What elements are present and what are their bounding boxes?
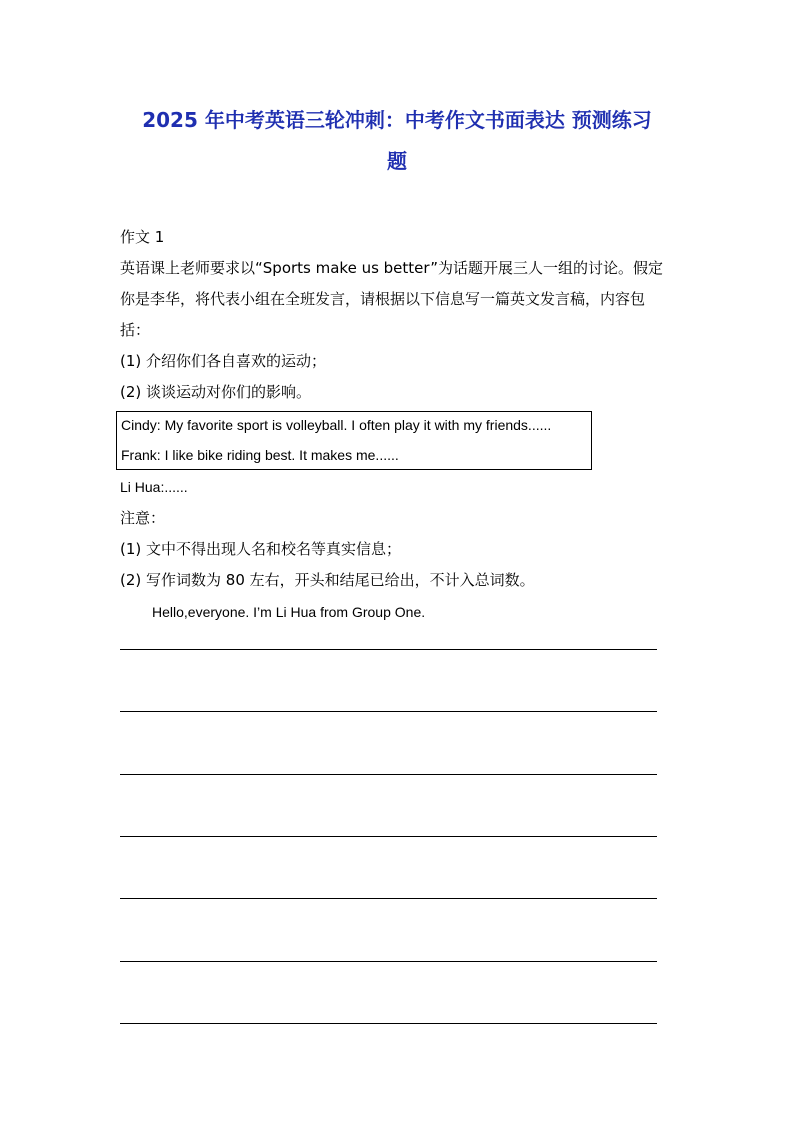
- prompt-line: 括：: [120, 321, 151, 339]
- prompt-line: 你是李华，将代表小组在全班发言，请根据以下信息写一篇英文发言稿，内容包: [120, 290, 646, 308]
- note-item: (2) 写作词数为 80 左右，开头和结尾已给出，不计入总词数。: [120, 571, 535, 589]
- dialogue-line-li-hua: Li Hua:......: [120, 479, 188, 495]
- prompt-line: 英语课上老师要求以“Sports make us better”为话题开展三人一组的讨论。假定: [120, 259, 663, 277]
- essay-label: 作文 1: [120, 228, 165, 246]
- writing-line[interactable]: [120, 1023, 657, 1024]
- document-title-line-1: 2025 年中考英语三轮冲刺：中考作文书面表达 预测练习: [142, 108, 652, 132]
- document-title-line-2: 题: [387, 149, 407, 173]
- writing-line[interactable]: [120, 649, 657, 650]
- writing-line[interactable]: [120, 836, 657, 837]
- dialogue-line-frank: Frank: I like bike riding best. It makes me......: [121, 447, 399, 463]
- notes-label: 注意：: [120, 509, 166, 527]
- writing-line[interactable]: [120, 774, 657, 775]
- note-item: (1) 文中不得出现人名和校名等真实信息；: [120, 540, 402, 558]
- writing-line[interactable]: [120, 711, 657, 712]
- opening-sentence: Hello,everyone. I’m Li Hua from Group One.: [152, 604, 426, 620]
- dialogue-box: [116, 411, 592, 470]
- writing-line[interactable]: [120, 961, 657, 962]
- dialogue-line-cindy: Cindy: My favorite sport is volleyball. I often play it with my friends......: [121, 417, 552, 433]
- writing-line[interactable]: [120, 898, 657, 899]
- requirement-item: (2) 谈谈运动对你们的影响。: [120, 383, 312, 401]
- requirement-item: (1) 介绍你们各自喜欢的运动；: [120, 352, 327, 370]
